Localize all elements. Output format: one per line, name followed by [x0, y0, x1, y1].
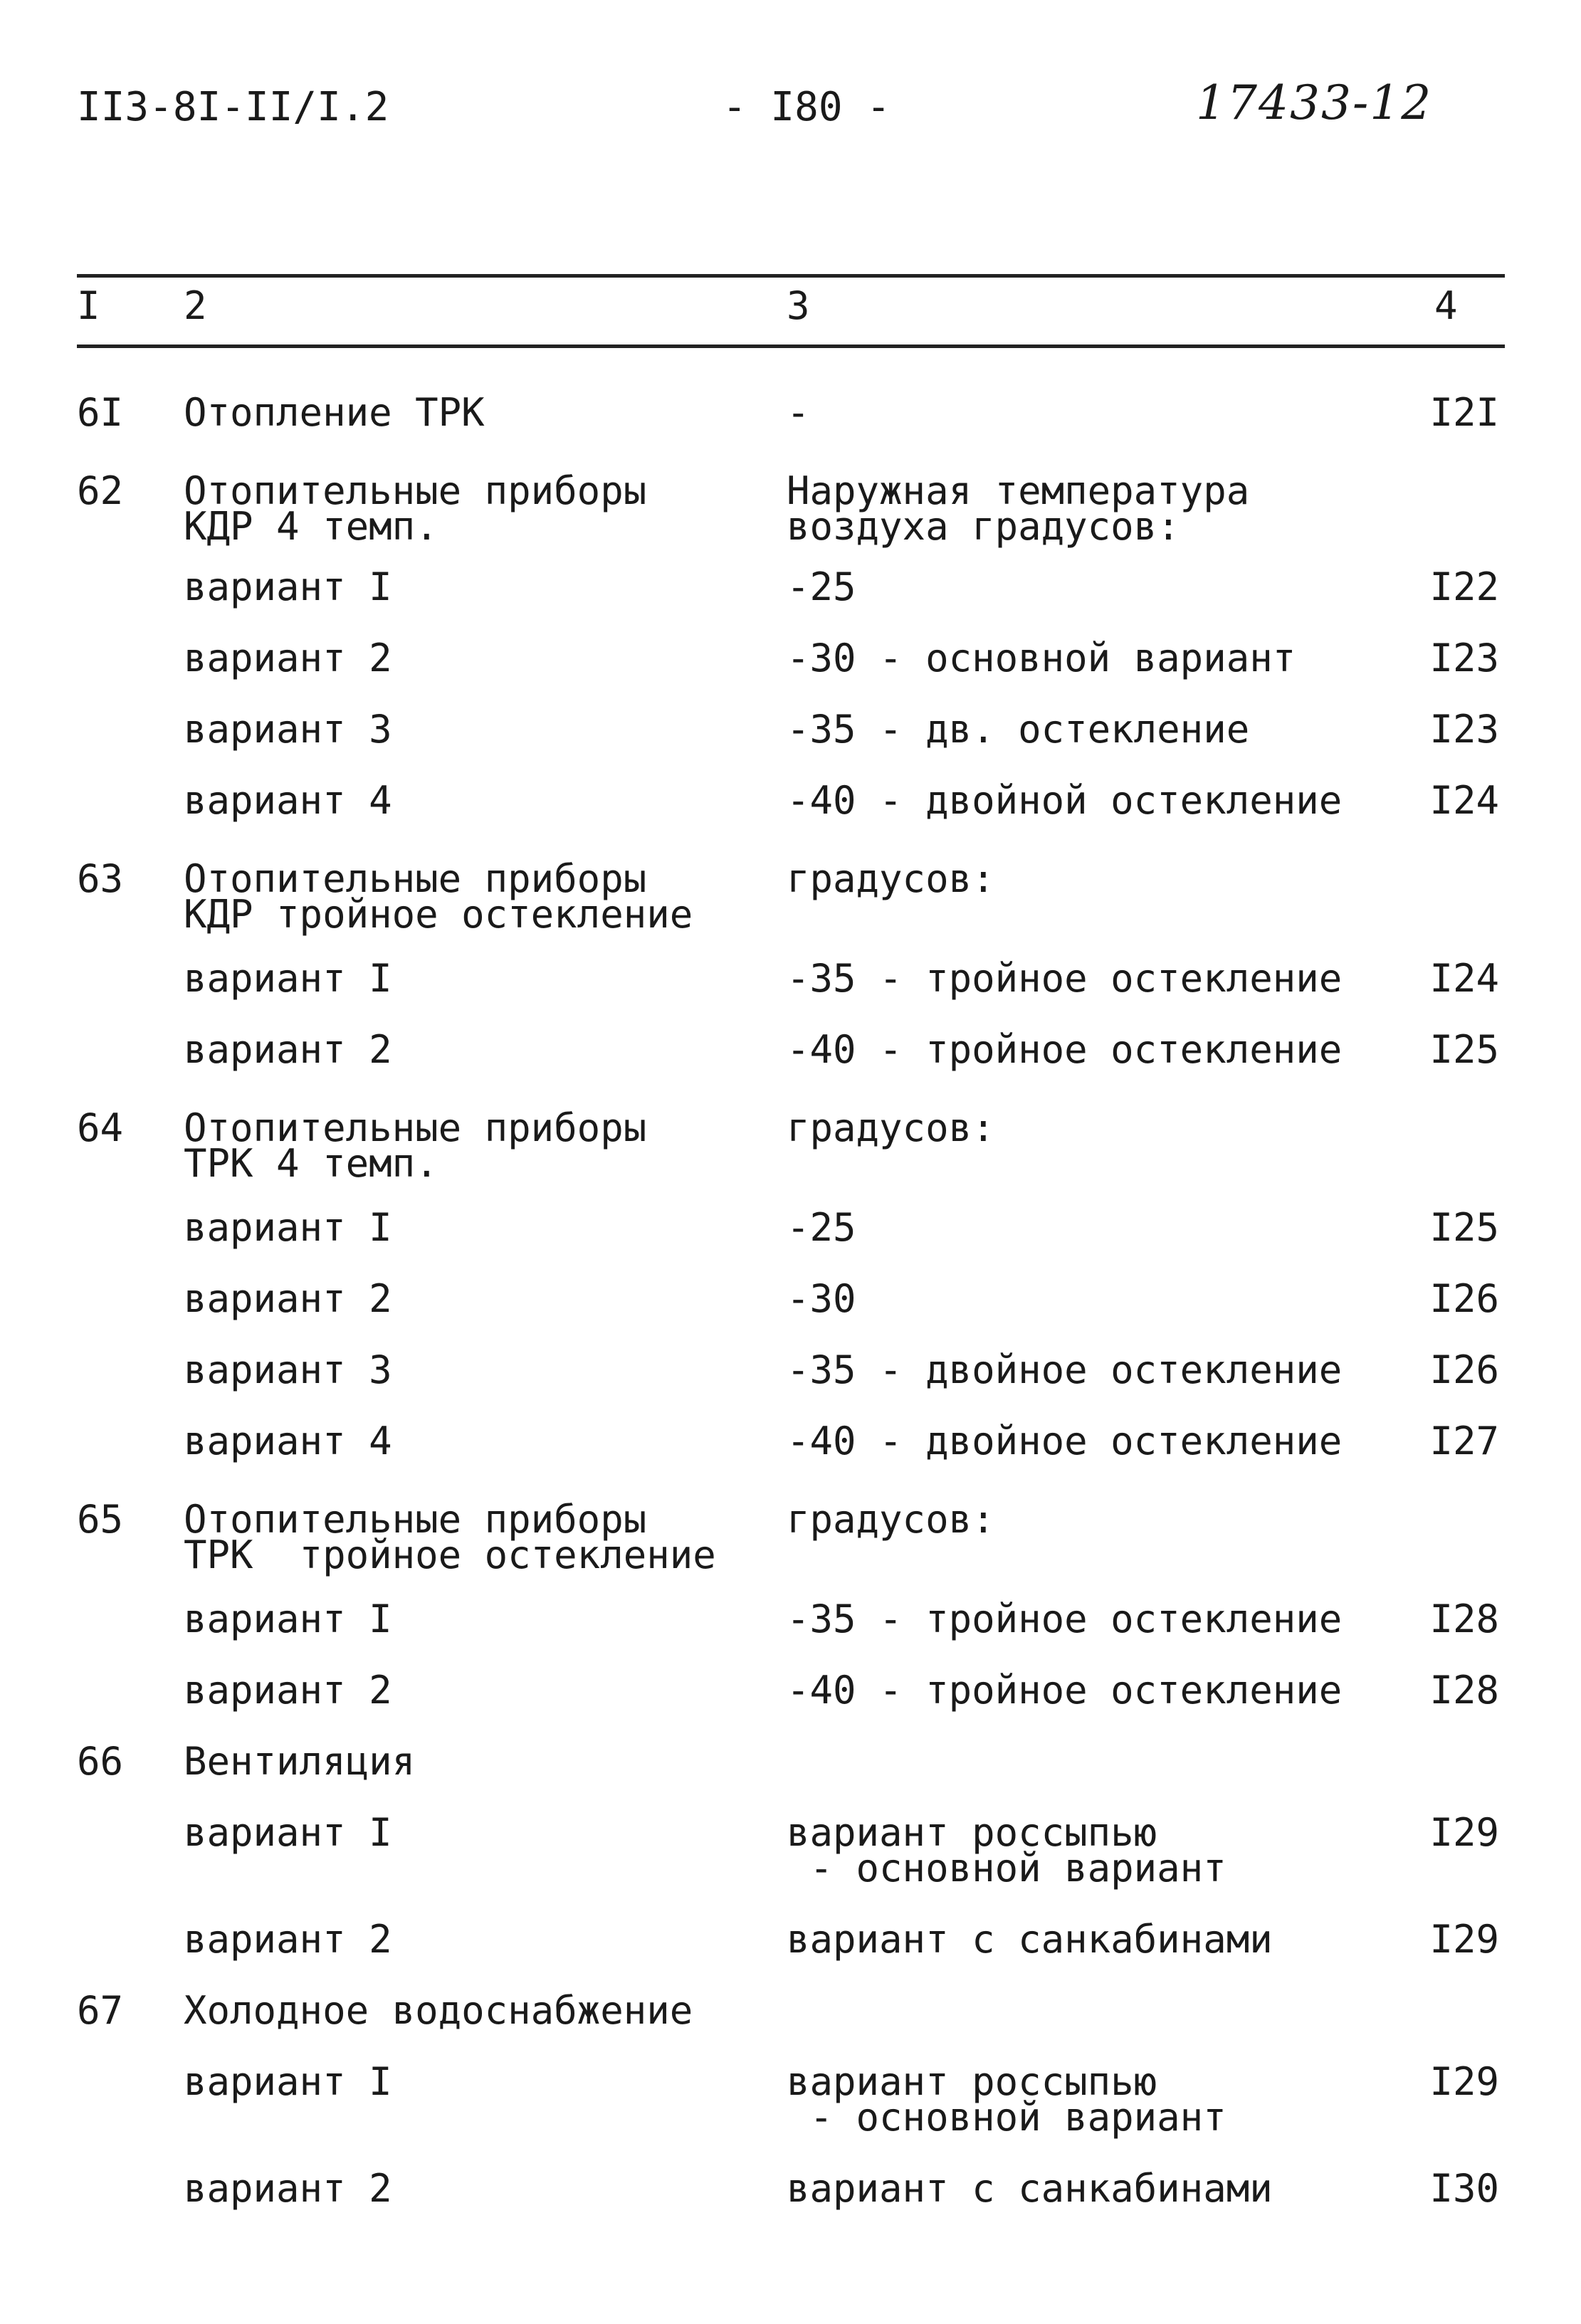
row-page: I2I [1429, 390, 1499, 435]
row-parameter [787, 390, 1399, 435]
row-parameter [787, 778, 1399, 823]
row-number: 6I [77, 390, 124, 435]
parameter-line: вариант с санкабинами [787, 2166, 1273, 2211]
parameter-line: -35 - тройное остекление [787, 956, 1343, 1001]
row-description [184, 564, 753, 609]
description-line: Отопительные приборы [184, 468, 647, 513]
description-line: вариант I [184, 1205, 392, 1250]
row-number: 65 [77, 1497, 124, 1542]
row-page: I22 [1429, 564, 1499, 609]
row-parameter [787, 707, 1399, 752]
row-page: I28 [1429, 1668, 1499, 1713]
row-parameter [787, 1597, 1399, 1641]
description-line: вариант 2 [184, 1027, 392, 1072]
row-parameter [787, 1497, 1399, 1542]
row-parameter [787, 1205, 1399, 1250]
row-description [184, 856, 753, 937]
description-line: вариант 2 [184, 1276, 392, 1321]
row-description [184, 2059, 753, 2104]
description-line: вариант I [184, 956, 392, 1001]
description-line: вариант 2 [184, 2166, 392, 2211]
description-line: Холодное водоснабжение [184, 1988, 693, 2033]
page-number: - I80 - [723, 84, 891, 130]
row-page: I23 [1429, 636, 1499, 680]
row-description [184, 1347, 753, 1392]
row-page: I29 [1429, 2059, 1499, 2104]
description-line: вариант I [184, 2059, 392, 2104]
row-description [184, 956, 753, 1001]
parameter-line: - [787, 390, 810, 435]
row-number: 64 [77, 1105, 124, 1150]
row-description [184, 1027, 753, 1072]
row-number: 67 [77, 1988, 124, 2033]
description-line: вариант 3 [184, 1347, 392, 1392]
row-description [184, 1668, 753, 1713]
document-code: II3-8I-II/I.2 [77, 84, 389, 130]
row-page: I29 [1429, 1917, 1499, 1962]
description-line: Вентиляция [184, 1739, 416, 1784]
parameter-line: - основной вариант [787, 1846, 1227, 1891]
row-parameter [787, 1105, 1399, 1150]
column-header-2: 2 [184, 283, 207, 328]
row-page: I26 [1429, 1347, 1499, 1392]
row-page: I28 [1429, 1597, 1499, 1641]
row-parameter [787, 1810, 1399, 1891]
description-line: вариант 2 [184, 1917, 392, 1962]
row-page: I27 [1429, 1419, 1499, 1463]
description-line: ТРК тройное остекление [184, 1532, 716, 1577]
description-line: вариант 2 [184, 1668, 392, 1713]
row-page: I25 [1429, 1027, 1499, 1072]
row-parameter [787, 1419, 1399, 1463]
parameter-line: -40 - тройное остекление [787, 1027, 1343, 1072]
row-parameter [787, 856, 1399, 901]
parameter-line: градусов: [787, 1497, 995, 1542]
description-line: вариант I [184, 1597, 392, 1641]
row-parameter [787, 1027, 1399, 1072]
row-parameter [787, 636, 1399, 680]
parameter-line: Наружная температура [787, 468, 1250, 513]
row-description [184, 1597, 753, 1641]
row-parameter [787, 1668, 1399, 1713]
row-description [184, 1739, 753, 1784]
description-line: вариант 2 [184, 636, 392, 680]
description-line: Отопительные приборы [184, 1497, 647, 1542]
row-description [184, 2166, 753, 2211]
parameter-line: воздуха градусов: [787, 504, 1180, 549]
description-line: Отопительные приборы [184, 856, 647, 901]
parameter-line: -25 [787, 1205, 856, 1250]
parameter-line: градусов: [787, 1105, 995, 1150]
description-line: вариант 4 [184, 778, 392, 823]
description-line: КДР тройное остекление [184, 892, 693, 937]
parameter-line: вариант с санкабинами [787, 1917, 1273, 1962]
row-parameter [787, 468, 1399, 549]
row-description [184, 636, 753, 680]
description-line: вариант I [184, 564, 392, 609]
parameter-line: вариант россыпью [787, 2059, 1157, 2104]
row-description [184, 390, 753, 435]
row-description [184, 468, 753, 549]
description-line: ТРК 4 темп. [184, 1141, 438, 1186]
parameter-line: -40 - тройное остекление [787, 1668, 1343, 1713]
column-header-3: 3 [787, 283, 810, 328]
row-page: I24 [1429, 778, 1499, 823]
row-description [184, 1419, 753, 1463]
row-parameter [787, 564, 1399, 609]
row-description [184, 778, 753, 823]
row-parameter [787, 1347, 1399, 1392]
parameter-line: -35 - дв. остекление [787, 707, 1250, 752]
row-parameter [787, 1276, 1399, 1321]
parameter-line: -25 [787, 564, 856, 609]
row-parameter [787, 2166, 1399, 2211]
parameter-line: -35 - двойное остекление [787, 1347, 1343, 1392]
table-top-rule [77, 274, 1505, 278]
parameter-line: -35 - тройное остекление [787, 1597, 1343, 1641]
description-line: вариант 3 [184, 707, 392, 752]
parameter-line: -40 - двойной остекление [787, 778, 1343, 823]
row-description [184, 1497, 753, 1577]
table-header-rule [77, 345, 1505, 348]
parameter-line: -40 - двойное остекление [787, 1419, 1343, 1463]
page-header [0, 75, 1581, 148]
parameter-line: градусов: [787, 856, 995, 901]
row-description [184, 1810, 753, 1855]
row-page: I23 [1429, 707, 1499, 752]
column-header-1: I [77, 283, 100, 328]
description-line: Отопление ТРК [184, 390, 485, 435]
parameter-line: вариант россыпью [787, 1810, 1157, 1855]
row-page: I25 [1429, 1205, 1499, 1250]
row-description [184, 1105, 753, 1186]
description-line: вариант I [184, 1810, 392, 1855]
parameter-line: -30 - основной вариант [787, 636, 1296, 680]
row-number: 63 [77, 856, 124, 901]
column-header-4: 4 [1434, 283, 1458, 328]
row-page: I29 [1429, 1810, 1499, 1855]
row-parameter [787, 1917, 1399, 1962]
description-line: КДР 4 темп. [184, 504, 438, 549]
row-number: 62 [77, 468, 124, 513]
handwritten-code: 17433-12 [1196, 75, 1433, 130]
row-parameter [787, 956, 1399, 1001]
description-line: Отопительные приборы [184, 1105, 647, 1150]
row-description [184, 1917, 753, 1962]
row-description [184, 1988, 753, 2033]
row-description [184, 1205, 753, 1250]
row-page: I24 [1429, 956, 1499, 1001]
row-parameter [787, 2059, 1399, 2140]
row-description [184, 707, 753, 752]
row-page: I26 [1429, 1276, 1499, 1321]
row-page: I30 [1429, 2166, 1499, 2211]
row-number: 66 [77, 1739, 124, 1784]
parameter-line: -30 [787, 1276, 856, 1321]
parameter-line: - основной вариант [787, 2095, 1227, 2140]
description-line: вариант 4 [184, 1419, 392, 1463]
row-description [184, 1276, 753, 1321]
